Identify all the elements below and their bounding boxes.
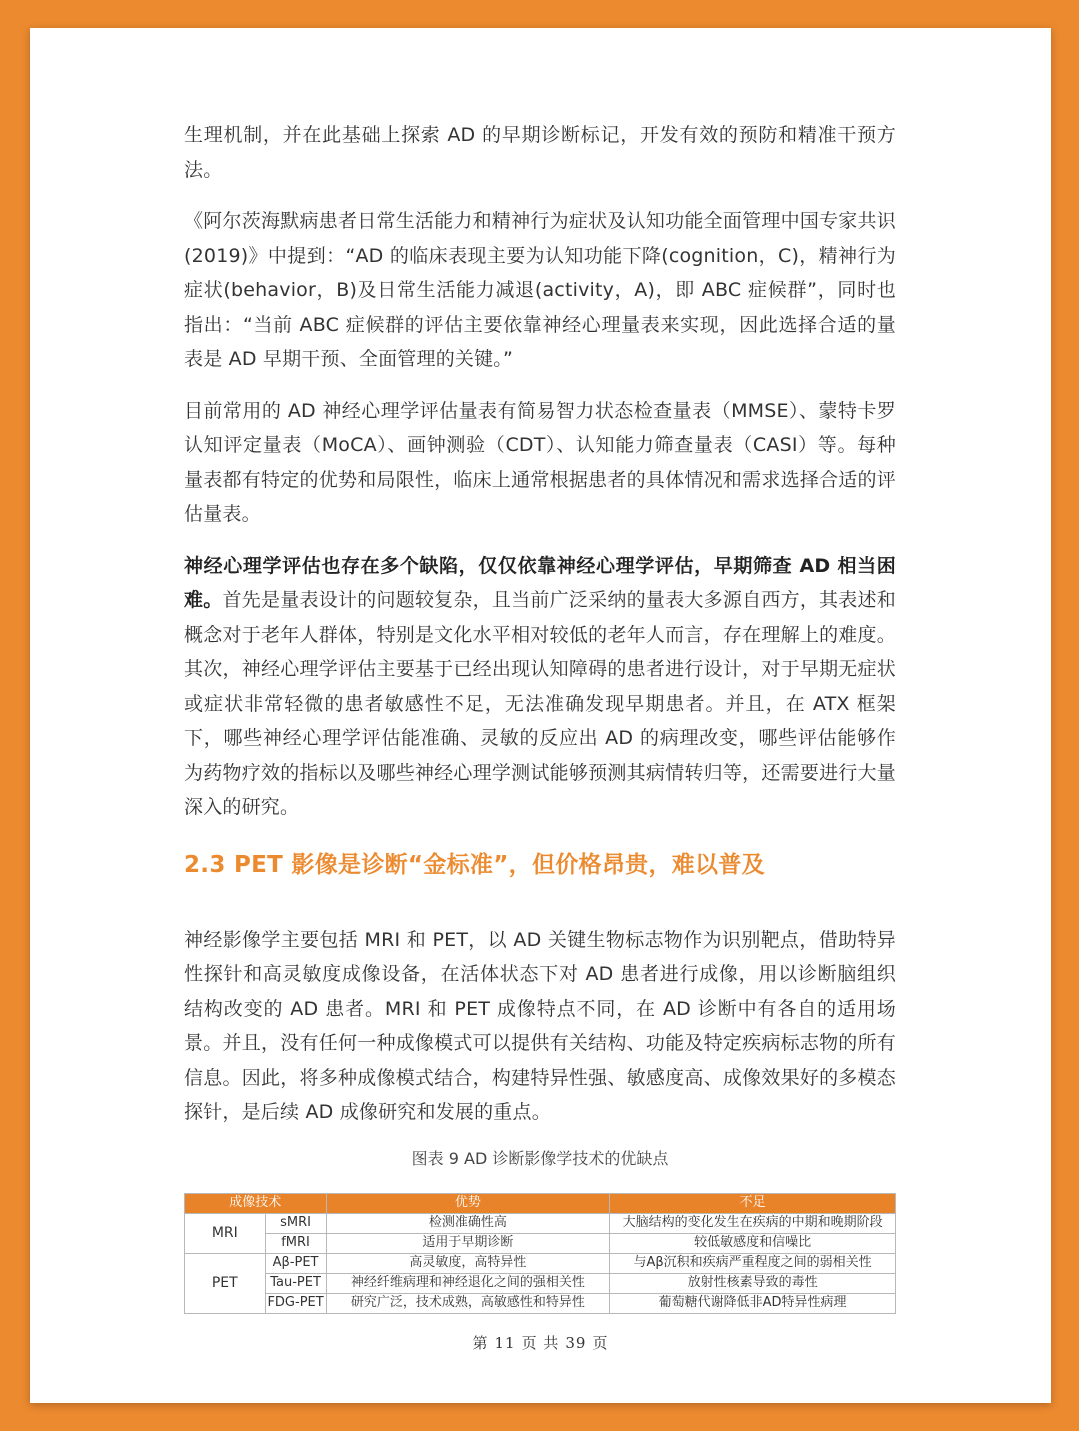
row-cons: 放射性核素导致的毒性 — [610, 1273, 896, 1293]
row-cons: 与Aβ沉积和疾病严重程度之间的弱相关性 — [610, 1253, 896, 1273]
paragraph-2: 《阿尔茨海默病患者日常生活能力和精神行为症状及认知功能全面管理中国专家共识(2019)》中提到：“AD 的临床表现主要为认知功能下降(cognition，C)，精神行为症状(behavior，B)及日常生活能力减退(activity，A)，即 ABC 症候群”，同时也指出：“当前 ABC 症候群的评估主要依靠神经心理量表来实现，因此选择合适的量表是 AD 早期干预、全面管理的关键。” — [184, 210, 896, 370]
table-caption: 图表 9 AD 诊断影像学技术的优缺点 — [411, 1148, 669, 1168]
paragraph-4-body: 首先是量表设计的问题较复杂，且当前广泛采纳的量表大多源自西方，其表述和概念对于老年人群体，特别是文化水平相对较低的老年人而言，存在理解上的难度。其次，神经心理学评估主要基于已经出现认知障碍的患者进行设计，对于早期无症状或症状非常轻微的患者敏感性不足，无法准确发现早期患者。并且，在 ATX 框架下，哪些神经心理学评估能准确、灵敏的反应出 AD 的病理改变，哪些评估能够作为药物疗效的指标以及哪些神经心理学测试能够预测其病情转归等，还需要进行大量深入的研究。 — [184, 589, 896, 818]
row-tech: Tau-PET — [265, 1273, 326, 1293]
page-content — [184, 118, 896, 1314]
table-header-row — [185, 1193, 896, 1213]
table-row — [185, 1253, 896, 1273]
row-pros: 适用于早期诊断 — [326, 1233, 610, 1253]
paragraph-1: 生理机制，并在此基础上探索 AD 的早期诊断标记，开发有效的预防和精准干预方法。 — [184, 124, 896, 181]
section-paragraph: 神经影像学主要包括 MRI 和 PET，以 AD 关键生物标志物作为识别靶点，借助特异性探针和高灵敏度成像设备，在活体状态下对 AD 患者进行成像，用以诊断脑组织结构改变的 AD 患者。MRI 和 PET 成像特点不同，在 AD 诊断中有各自的适用场景。并且，没有任何一种成像模式可以提供有关结构、功能及特定疾病标志物的所有信息。因此，将多种成像模式结合，构建特异性强、敏感度高、成像效果好的多模态探针，是后续 AD 成像研究和发展的重点。 — [184, 928, 896, 1123]
row-cons: 葡萄糖代谢降低非AD特异性病理 — [610, 1293, 896, 1313]
row-pros: 神经纤维病理和神经退化之间的强相关性 — [326, 1273, 610, 1293]
page-footer — [30, 1332, 1051, 1353]
footer-total-pages: 39 — [565, 1334, 587, 1352]
row-tech: Aβ-PET — [265, 1253, 326, 1273]
section-heading: 2.3 PET 影像是诊断“金标准”，但价格昂贵，难以普及 — [184, 851, 765, 878]
row-pros: 高灵敏度，高特异性 — [326, 1253, 610, 1273]
row-cons: 较低敏感度和信噪比 — [610, 1233, 896, 1253]
document-page — [30, 28, 1051, 1403]
footer-mid: 页 共 — [521, 1334, 560, 1352]
footer-suffix: 页 — [592, 1334, 609, 1352]
row-tech: FDG-PET — [265, 1293, 326, 1313]
row-cons: 大脑结构的变化发生在疾病的中期和晚期阶段 — [610, 1213, 896, 1233]
header-pros: 优势 — [326, 1193, 610, 1213]
paragraph-4 — [184, 549, 896, 825]
row-pros: 检测准确性高 — [326, 1213, 610, 1233]
imaging-comparison-table — [184, 1193, 896, 1314]
table-row — [185, 1233, 896, 1253]
row-tech: fMRI — [265, 1233, 326, 1253]
header-cons: 不足 — [610, 1193, 896, 1213]
header-tech: 成像技术 — [185, 1193, 327, 1213]
paragraph-4-emphasis: 神经心理学评估也存在多个缺陷，仅仅依靠神经心理学评估，早期筛查 AD 相当困难。 — [184, 554, 896, 611]
paragraph-3: 目前常用的 AD 神经心理学评估量表有简易智力状态检查量表（MMSE）、蒙特卡罗认知评定量表（MoCA）、画钟测验（CDT）、认知能力筛查量表（CASI）等。每种量表都有特定的优势和局限性，临床上通常根据患者的具体情况和需求选择合适的评估量表。 — [184, 399, 896, 525]
table-row — [185, 1293, 896, 1313]
table-row — [185, 1213, 896, 1233]
row-tech: sMRI — [265, 1213, 326, 1233]
group-pet: PET — [185, 1253, 266, 1313]
group-mri: MRI — [185, 1213, 266, 1253]
footer-prefix: 第 — [472, 1334, 489, 1352]
row-pros: 研究广泛，技术成熟，高敏感性和特异性 — [326, 1293, 610, 1313]
table-row — [185, 1273, 896, 1293]
footer-page-number: 11 — [494, 1334, 516, 1352]
